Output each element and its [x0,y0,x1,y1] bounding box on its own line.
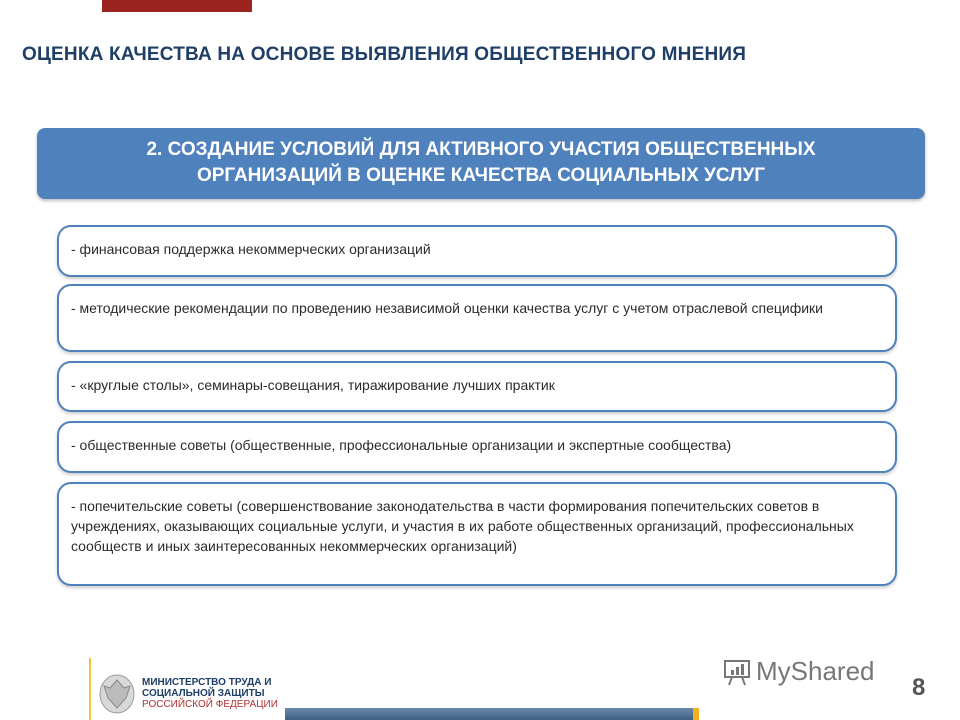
top-accent-bar [102,0,252,12]
ministry-logo-text [142,677,278,710]
slide-title: ОЦЕНКА КАЧЕСТВА НА ОСНОВЕ ВЫЯВЛЕНИЯ ОБЩЕСТВЕННОГО МНЕНИЯ [22,44,747,65]
section-header [37,128,925,199]
page-number: 8 [912,674,926,701]
footer-bar-accent [693,708,699,720]
presentation-icon [722,657,752,687]
coat-of-arms-icon [96,672,138,716]
ministry-line3: РОССИЙСКОЙ ФЕДЕРАЦИИ [142,699,278,710]
list-item: - попечительские советы (совершенствование законодательства в части формирования попечительских советов в учреждениях, оказывающих социальные услуги, и участия в их работе общественных организаций, профессиональных сообществ и иных заинтересованных некоммерческих организаций) [57,482,897,586]
watermark-text: MyShared [756,656,875,686]
footer-divider [89,658,91,720]
list-item: - «круглые столы», семинары-совещания, тиражирование лучших практик [57,361,897,412]
section-header-line2: ОРГАНИЗАЦИЙ В ОЦЕНКЕ КАЧЕСТВА СОЦИАЛЬНЫХ УСЛУГ [196,165,766,186]
ministry-line1: МИНИСТЕРСТВО ТРУДА И [142,677,272,688]
footer-bar [285,708,693,720]
section-header-line1: 2. СОЗДАНИЕ УСЛОВИЙ ДЛЯ АКТИВНОГО УЧАСТИЯ ОБЩЕСТВЕННЫХ [146,139,816,160]
ministry-line2: СОЦИАЛЬНОЙ ЗАЩИТЫ [142,688,265,699]
list-item: - общественные советы (общественные, профессиональные организации и экспертные сообщества) [57,421,897,473]
watermark [722,656,875,687]
list-item: - финансовая поддержка некоммерческих организаций [57,225,897,277]
list-item: - методические рекомендации по проведению независимой оценки качества услуг с учетом отраслевой специфики [57,284,897,352]
